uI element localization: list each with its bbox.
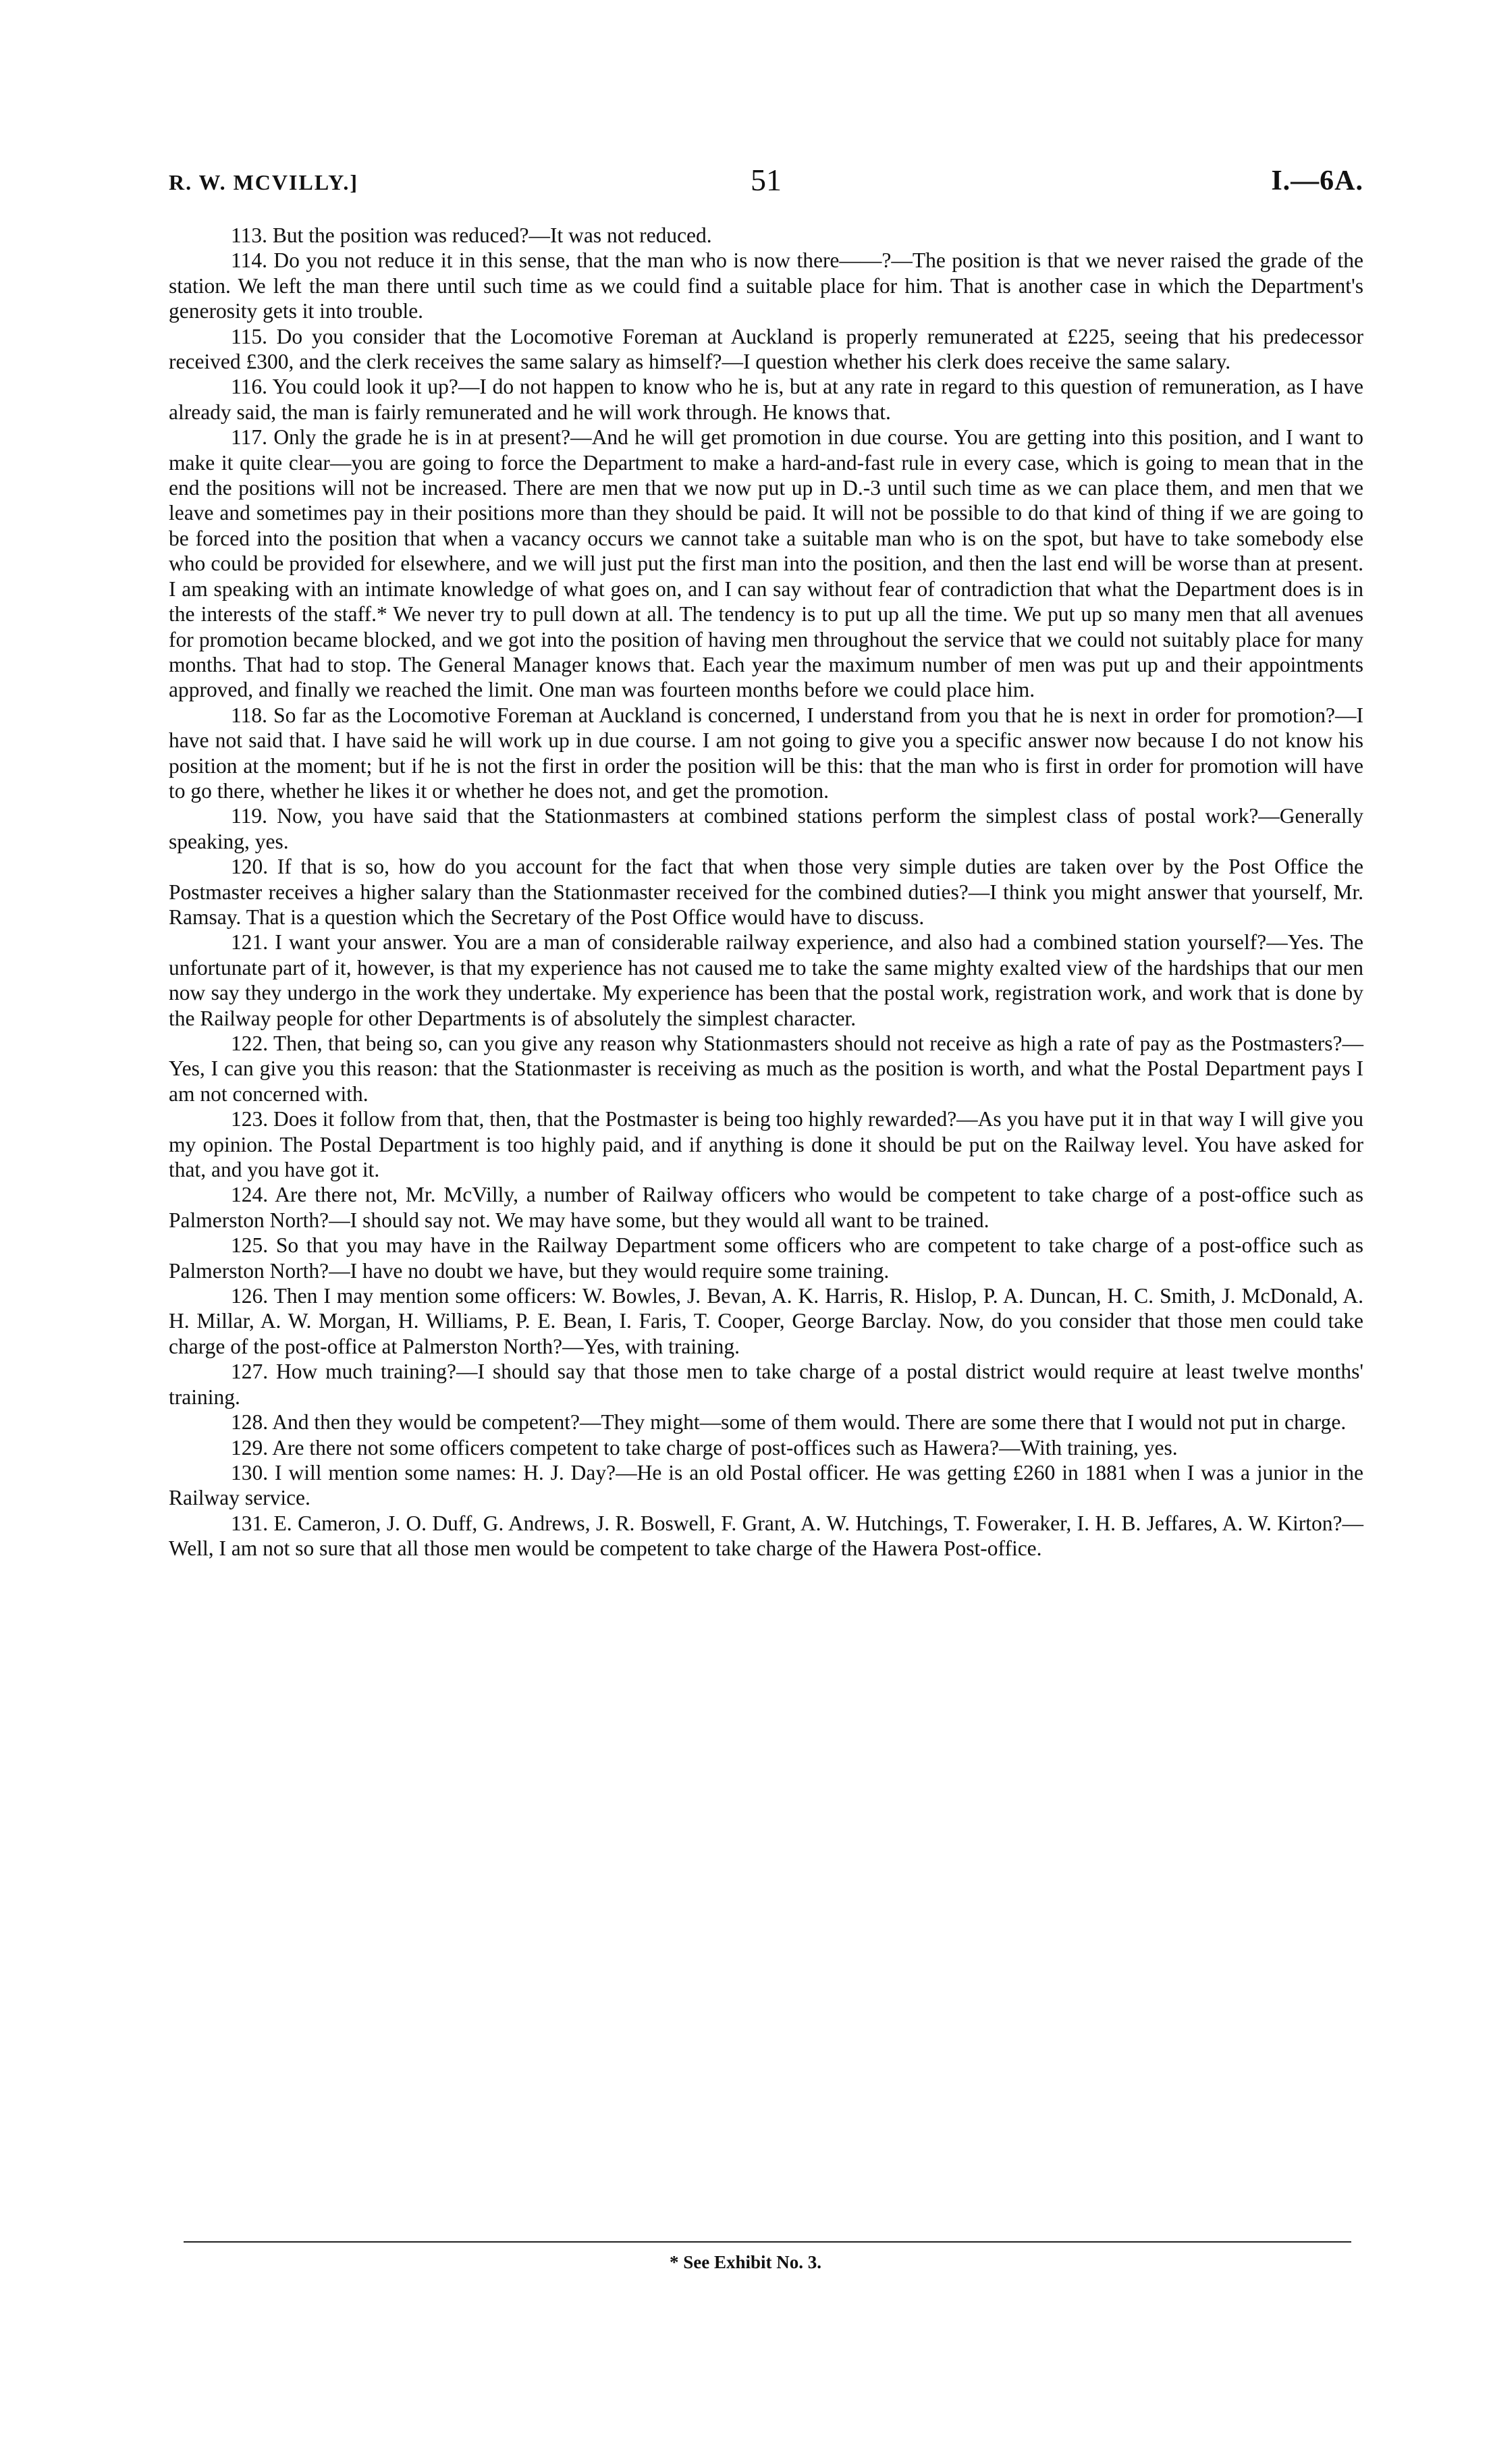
question-119: 119. Now, you have said that the Stationmasters at combined stations perform the simplest class of postal work?—Generally speaking, yes.	[169, 804, 1363, 853]
page-header	[169, 162, 1363, 209]
question-118: 118. So far as the Locomotive Foreman at Auckland is concerned, I understand from you that he is next in order for promotion?—I have not said that. I have said he will work up in due course. I am not going to give you a specific answer now because I do not know his position at the moment; but if he is not the first in order the position will be this: that the man who is first in order for promotion will have to go there, whether he likes it or whether he does not, and get the promotion.	[169, 703, 1363, 803]
page-number: 51	[751, 163, 782, 197]
question-113: 113. But the position was reduced?—It was not reduced.	[231, 223, 712, 247]
document-reference: I.—6A.	[1271, 165, 1363, 196]
question-121: 121. I want your answer. You are a man of considerable railway experience, and also had a combined station yourself?—Yes. The unfortunate part of it, however, is that my experience has not caused me to take the same mighty exalted view of the hardships that our men now say they undergo in the work they undertake. My experience has been that the postal work, registration work, and work that is done by the Railway people for other Departments is of absolutely the simplest character.	[169, 930, 1363, 1030]
question-125: 125. So that you may have in the Railway Department some officers who are competent to take charge of a post-office such as Palmerston North?—I have no doubt we have, but they would require some training.	[169, 1233, 1363, 1283]
footnote: * See Exhibit No. 3.	[669, 2252, 822, 2272]
question-127: 127. How much training?—I should say that those men to take charge of a postal district would require at least twelve months' training.	[169, 1360, 1363, 1409]
question-120: 120. If that is so, how do you account for the fact that when those very simple duties are taken over by the Post Office the Postmaster receives a higher salary than the Stationmaster received for the combined duties?—I think you might answer that yourself, Mr. Ramsay. That is a question which the Secretary of the Post Office would have to discuss.	[169, 855, 1363, 929]
question-122: 122. Then, that being so, can you give any reason why Stationmasters should not receive as high a rate of pay as the Postmasters?—Yes, I can give you this reason: that the Stationmaster is receiving as much as the position is worth, and what the Postal Department pays I am not concerned with.	[169, 1032, 1363, 1106]
question-124: 124. Are there not, Mr. McVilly, a number of Railway officers who would be competent to take charge of a post-office such as Palmerston North?—I should say not. We may have some, but they would all want to be trained.	[169, 1183, 1363, 1232]
question-128: 128. And then they would be competent?—They might—some of them would. There are some there that I would not put in charge.	[231, 1410, 1347, 1435]
header-witness-name: R. W. MCVILLY.]	[169, 170, 359, 194]
testimony-body	[169, 223, 1363, 1561]
question-115: 115. Do you consider that the Locomotive Foreman at Auckland is properly remunerated at £225, seeing that his predecessor received £300, and the clerk receives the same salary as himself?—I question whether his clerk does receive the same salary.	[169, 324, 1363, 374]
question-126: 126. Then I may mention some officers: W. Bowles, J. Bevan, A. K. Harris, R. Hislop, P. A. Duncan, H. C. Smith, J. McDonald, A. H. Millar, A. W. Morgan, H. Williams, P. E. Bean, I. Faris, T. Cooper, George Barclay. Now, do you consider that those men could take charge of the post-office at Palmerston North?—Yes, with training.	[169, 1284, 1363, 1358]
question-131: 131. E. Cameron, J. O. Duff, G. Andrews, J. R. Boswell, F. Grant, A. W. Hutchings, T. Foweraker, I. H. B. Jeffares, A. W. Kirton?—Well, I am not so sure that all those men would be competent to take charge of the Hawera Post-office.	[169, 1511, 1363, 1561]
question-130: 130. I will mention some names: H. J. Day?—He is an old Postal officer. He was getting £260 in 1881 when I was a junior in the Railway service.	[169, 1460, 1363, 1510]
question-129: 129. Are there not some officers competent to take charge of post-offices such as Hawera?—With training, yes.	[231, 1435, 1178, 1459]
question-117: 117. Only the grade he is in at present?—And he will get promotion in due course. You are getting into this position, and I want to make it quite clear—you are going to force the Department to make a hard-and-fast rule in every case, which is going to mean that in the end the positions will not be increased. There are men that we now put up in D.-3 until such time as we can place them, and men that we leave and sometimes pay in their positions more than they should be paid. It will not be possible to do that kind of thing if we are going to be forced into the position that when a vacancy occurs we cannot take a suitable man who is on the spot, but have to take somebody else who could be provided for elsewhere, and we will just put the first man into the position, and then the last end will be worse than at present. I am speaking with an intimate knowledge of what goes on, and I can say without fear of contradiction that what the Department does is in the interests of the staff.* We never try to pull down at all. The tendency is to put up all the time. We put up so many men that all avenues for promotion became blocked, and we got into the position of having men throughout the service that we could not suitably place for many months. That had to stop. The General Manager knows that. Each year the maximum number of men was put up and their appointments approved, and finally we reached the limit. One man was fourteen months before we could place him.	[169, 425, 1363, 702]
question-123: 123. Does it follow from that, then, that the Postmaster is being too highly rewarded?—As you have put it in that way I will give you my opinion. The Postal Department is too highly paid, and if anything is done it should be put on the Railway level. You have asked for that, and you have got it.	[169, 1107, 1363, 1182]
question-114: 114. Do you not reduce it in this sense, that the man who is now there——?—The position is that we never raised the grade of the station. We left the man there until such time as we could find a suitable place for him. That is another case in which the Department's generosity gets it into trouble.	[169, 248, 1363, 323]
question-116: 116. You could look it up?—I do not happen to know who he is, but at any rate in regard to this question of remuneration, as I have already said, the man is fairly remunerated and he will work through. He knows that.	[169, 375, 1363, 424]
footnote-divider	[184, 2241, 1351, 2243]
